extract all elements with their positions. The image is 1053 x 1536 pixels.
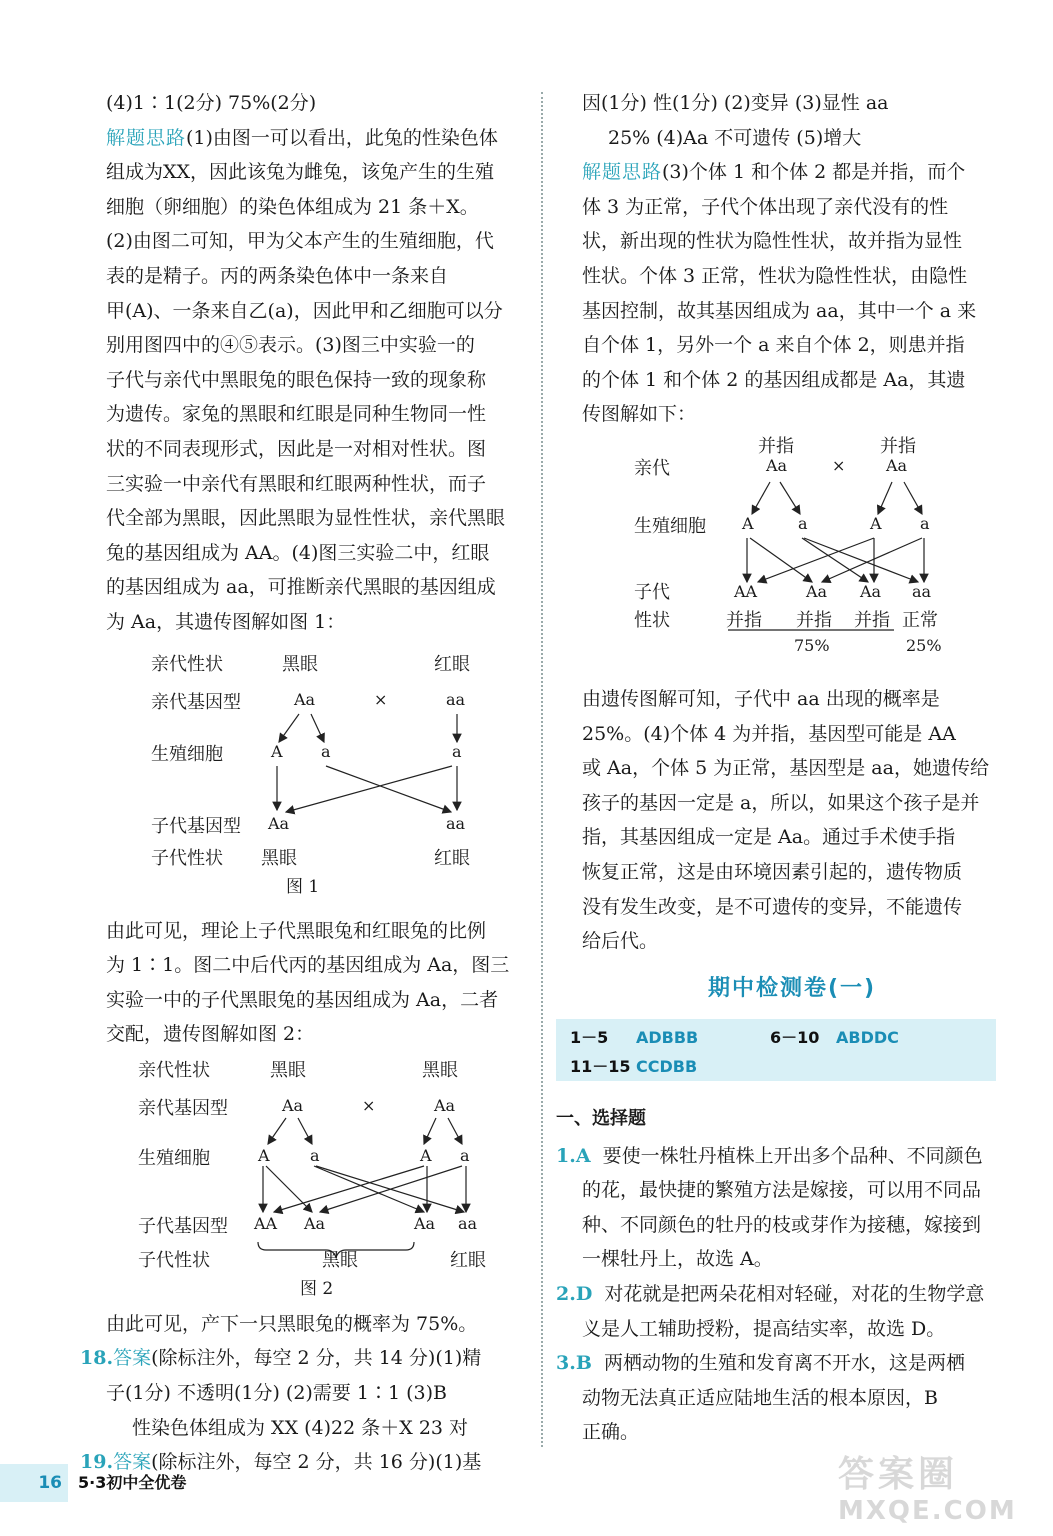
text-line: 指，其基因组成一定是 Aa。通过手术使手指 xyxy=(582,826,956,849)
text-line: 性状。个体 3 正常，性状为隐性性状，由隐性 xyxy=(582,264,968,287)
text-line: 甲(A)、一条来自乙(a)，因此甲和乙细胞可以分 xyxy=(106,299,503,322)
watermark-text: 答案圈 xyxy=(838,1454,959,1495)
text-line: 给后代。 xyxy=(582,930,659,953)
text-line: 兔的基因组成为 AA。(4)图三实验二中，红眼 xyxy=(106,541,490,564)
text-line: 由遗传图解可知，子代中 aa 出现的概率是 xyxy=(582,687,940,710)
parent-trait: 并指 xyxy=(758,435,794,457)
gamete: A xyxy=(271,741,283,761)
ratio: 75% xyxy=(794,635,830,655)
answer-tag: 答案 xyxy=(113,1451,152,1474)
jieti-label: 解题思路 xyxy=(106,126,187,149)
offspring-genotype: Aa xyxy=(304,1213,326,1233)
ratio: 25% xyxy=(906,635,942,655)
text-line: (2)由图二可知，甲为父本产生的生殖细胞，代 xyxy=(106,230,494,253)
answer-key-row xyxy=(570,1052,982,1081)
parent-genotype: Aa xyxy=(766,455,788,475)
text-line: 解题思路(1)由图一可以看出，此兔的性染色体 xyxy=(106,126,498,149)
text-line: 细胞（卵细胞）的染色体组成为 21 条＋X。 xyxy=(106,195,479,218)
text-line: 一棵牡丹上，故选 A。 xyxy=(582,1248,773,1271)
answer-range: 11－15 xyxy=(570,1056,631,1076)
gamete: A xyxy=(742,513,754,533)
text-line: 由此可见，理论上子代黑眼兔和红眼兔的比例 xyxy=(106,919,487,942)
text-line: 表的是精子。丙的两条染色体中一条来自 xyxy=(106,264,449,287)
answer-line: (4)1∶1(2分) 75%(2分) xyxy=(106,92,317,114)
text-line: 动物无法真正适应陆地生活的根本原因，B xyxy=(582,1386,938,1409)
figure-caption: 图 1 xyxy=(286,876,320,897)
genetic-diagram-fig1 xyxy=(106,640,526,897)
text-line: 为 Aa，其遗传图解如图 1： xyxy=(106,610,346,633)
offspring-genotype: Aa xyxy=(414,1213,436,1233)
row-label: 亲代性状 xyxy=(138,1059,210,1081)
text-line: 的基因组成为 aa，可推断亲代黑眼的基因组成 xyxy=(106,576,496,599)
row-label: 子代性状 xyxy=(138,1249,210,1271)
offspring-trait: 并指 xyxy=(854,609,890,631)
answer-19: 19.答案(除标注外，每空 2 分，共 16 分)(1)基 xyxy=(80,1451,482,1474)
row-label: 子代性状 xyxy=(151,847,223,869)
row-label: 生殖细胞 xyxy=(151,743,223,765)
left-column xyxy=(80,86,526,1480)
offspring-trait: 红眼 xyxy=(434,847,470,869)
gamete: a xyxy=(452,741,462,761)
row-label: 亲代性状 xyxy=(151,653,223,675)
column-divider xyxy=(541,92,543,1447)
text-line: 正确。 xyxy=(582,1421,640,1444)
figure-caption: 图 2 xyxy=(300,1278,334,1299)
watermark-url: MXQE.COM xyxy=(838,1496,1017,1526)
text-line: 或 Aa，个体 5 为正常，基因型是 aa，她遗传给 xyxy=(582,757,989,780)
offspring-genotype: AA xyxy=(254,1213,278,1233)
right-column xyxy=(556,86,1002,1450)
parent-genotype: Aa xyxy=(434,1095,456,1115)
row-label: 亲代 xyxy=(634,457,670,479)
text-line: 性染色体组成为 XX (4)22 条＋X 23 对 xyxy=(132,1416,469,1439)
row-label: 生殖细胞 xyxy=(634,515,706,537)
answer-values: CCDBB xyxy=(636,1056,698,1076)
answer-range: 6－10 xyxy=(770,1027,820,1047)
text-line: 子(1分) 不透明(1分) (2)需要 1∶1 (3)B xyxy=(106,1382,447,1405)
offspring-trait: 黑眼 xyxy=(322,1249,358,1271)
gamete: a xyxy=(798,513,808,533)
text-line: 实验一中的子代黑眼兔的基因组成为 Aa，二者 xyxy=(106,988,499,1011)
offspring-trait: 红眼 xyxy=(450,1249,486,1271)
row-label: 亲代基因型 xyxy=(138,1097,228,1119)
text-line: 组成为XX，因此该兔为雌兔，该兔产生的生殖 xyxy=(106,161,495,184)
row-label: 生殖细胞 xyxy=(138,1147,210,1169)
text-line: 子代与亲代中黑眼兔的眼色保持一致的现象称 xyxy=(106,368,487,391)
offspring-genotype: aa xyxy=(446,813,466,833)
offspring-genotype: AA xyxy=(734,581,758,601)
text-line: 义是人工辅助授粉，提高结实率，故选 D。 xyxy=(582,1317,946,1340)
item-1: 1.A 要使一株牡丹植株上开出多个品种、不同颜色 xyxy=(556,1144,983,1167)
genetic-diagram-fig2 xyxy=(106,1052,526,1297)
text-line: 交配，遗传图解如图 2： xyxy=(106,1023,315,1046)
offspring-genotype: Aa xyxy=(806,581,828,601)
gamete: A xyxy=(870,513,882,533)
text-line: 25% (4)Aa 不可遗传 (5)增大 xyxy=(608,126,862,149)
parent-trait: 黑眼 xyxy=(422,1059,458,1081)
text-line: 恢复正常，这是由环境因素引起的，遗传物质 xyxy=(582,860,963,883)
text-line: 25%。(4)个体 4 为并指，基因型可能是 AA xyxy=(582,722,956,745)
parent-genotype: Aa xyxy=(282,1095,304,1115)
page-number: 16 xyxy=(0,1464,68,1502)
parent-trait: 并指 xyxy=(880,435,916,457)
text-line: 代全部为黑眼，因此黑眼为显性性状，亲代黑眼 xyxy=(106,507,506,530)
offspring-genotype: aa xyxy=(912,581,932,601)
page-footer xyxy=(0,1464,230,1502)
row-label: 性状 xyxy=(634,609,670,631)
text-line: 为 1∶1。图二中后代丙的基因组成为 Aa，图三 xyxy=(106,954,510,977)
gamete: a xyxy=(310,1145,320,1165)
section-title: 期中检测卷(一) xyxy=(707,975,877,1001)
text-line: 为遗传。家兔的黑眼和红眼是同种生物同一性 xyxy=(106,403,487,426)
parent-trait: 黑眼 xyxy=(282,653,318,675)
watermark xyxy=(838,1454,1017,1526)
gamete: A xyxy=(420,1145,432,1165)
text-line: 没有发生改变，是不可遗传的变异，不能遗传 xyxy=(582,895,963,918)
parent-genotype: Aa xyxy=(294,689,316,709)
gamete: A xyxy=(258,1145,270,1165)
answer-key-row xyxy=(570,1023,982,1052)
cross-symbol: × xyxy=(832,455,846,475)
offspring-trait: 并指 xyxy=(796,609,832,631)
offspring-genotype: Aa xyxy=(268,813,290,833)
text-line: 状，新出现的性状为隐性性状，故并指为显性 xyxy=(582,230,963,253)
answer-18: 18.答案(除标注外，每空 2 分，共 14 分)(1)精 xyxy=(80,1347,482,1370)
genetic-diagram-pedigree xyxy=(582,432,1002,682)
answer-key-box xyxy=(556,1019,996,1081)
row-label: 子代 xyxy=(634,581,670,603)
text-line: 传图解如下： xyxy=(582,403,697,426)
cross-symbol: × xyxy=(374,689,388,709)
item-3: 3.B 两栖动物的生殖和发育离不开水，这是两栖 xyxy=(556,1352,966,1375)
text-line: 因(1分) 性(1分) (2)变异 (3)显性 aa xyxy=(582,92,889,114)
cross-symbol: × xyxy=(362,1095,376,1115)
offspring-trait: 黑眼 xyxy=(261,847,297,869)
jieti-label: 解题思路 xyxy=(582,161,663,184)
text-line: 种、不同颜色的牡丹的枝或芽作为接穗，嫁接到 xyxy=(582,1213,982,1236)
text-line: 三实验一中亲代有黑眼和红眼两种性状，而子 xyxy=(106,472,487,495)
row-label: 子代基因型 xyxy=(151,815,241,837)
answer-tag: 答案 xyxy=(113,1347,152,1370)
text-line: 孩子的基因一定是 a，所以，如果这个孩子是并 xyxy=(582,791,980,814)
offspring-trait: 并指 xyxy=(726,609,762,631)
part-title: 一、选择题 xyxy=(556,1107,646,1129)
text-line: 的花，最快捷的繁殖方法是嫁接，可以用不同品 xyxy=(582,1179,982,1202)
row-label: 子代基因型 xyxy=(138,1215,228,1237)
answer-range: 1－5 xyxy=(570,1027,609,1047)
parent-genotype: aa xyxy=(446,689,466,709)
text-line: 基因控制，故其基因组成为 aa，其中一个 a 来 xyxy=(582,299,977,322)
text-line: 由此可见，产下一只黑眼兔的概率为 75%。 xyxy=(106,1312,478,1335)
row-label: 亲代基因型 xyxy=(151,691,241,713)
offspring-genotype: aa xyxy=(458,1213,478,1233)
text-line: 解题思路(3)个体 1 和个体 2 都是并指，而个 xyxy=(582,161,966,184)
item-2: 2.D 对花就是把两朵花相对轻碰，对花的生物学意 xyxy=(556,1283,985,1306)
offspring-genotype: Aa xyxy=(860,581,882,601)
parent-trait: 黑眼 xyxy=(270,1059,306,1081)
text-line: 别用图四中的④⑤表示。(3)图三中实验一的 xyxy=(106,334,475,357)
parent-trait: 红眼 xyxy=(434,653,470,675)
gamete: a xyxy=(920,513,930,533)
parent-genotype: Aa xyxy=(886,455,908,475)
text-line: 体 3 为正常，子代个体出现了亲代没有的性 xyxy=(582,195,949,218)
text-line: 的个体 1 和个体 2 的基因组成都是 Aa，其遗 xyxy=(582,368,966,391)
text-line: 自个体 1，另外一个 a 来自个体 2，则患并指 xyxy=(582,334,965,357)
offspring-trait: 正常 xyxy=(902,609,938,631)
gamete: a xyxy=(321,741,331,761)
gamete: a xyxy=(460,1145,470,1165)
answer-values: ADBBB xyxy=(636,1027,699,1047)
text-line: 状的不同表现形式，因此是一对相对性状。图 xyxy=(106,437,487,460)
book-name: 5·3初中全优卷 xyxy=(78,1473,187,1492)
answer-values: ABDDC xyxy=(836,1027,899,1047)
